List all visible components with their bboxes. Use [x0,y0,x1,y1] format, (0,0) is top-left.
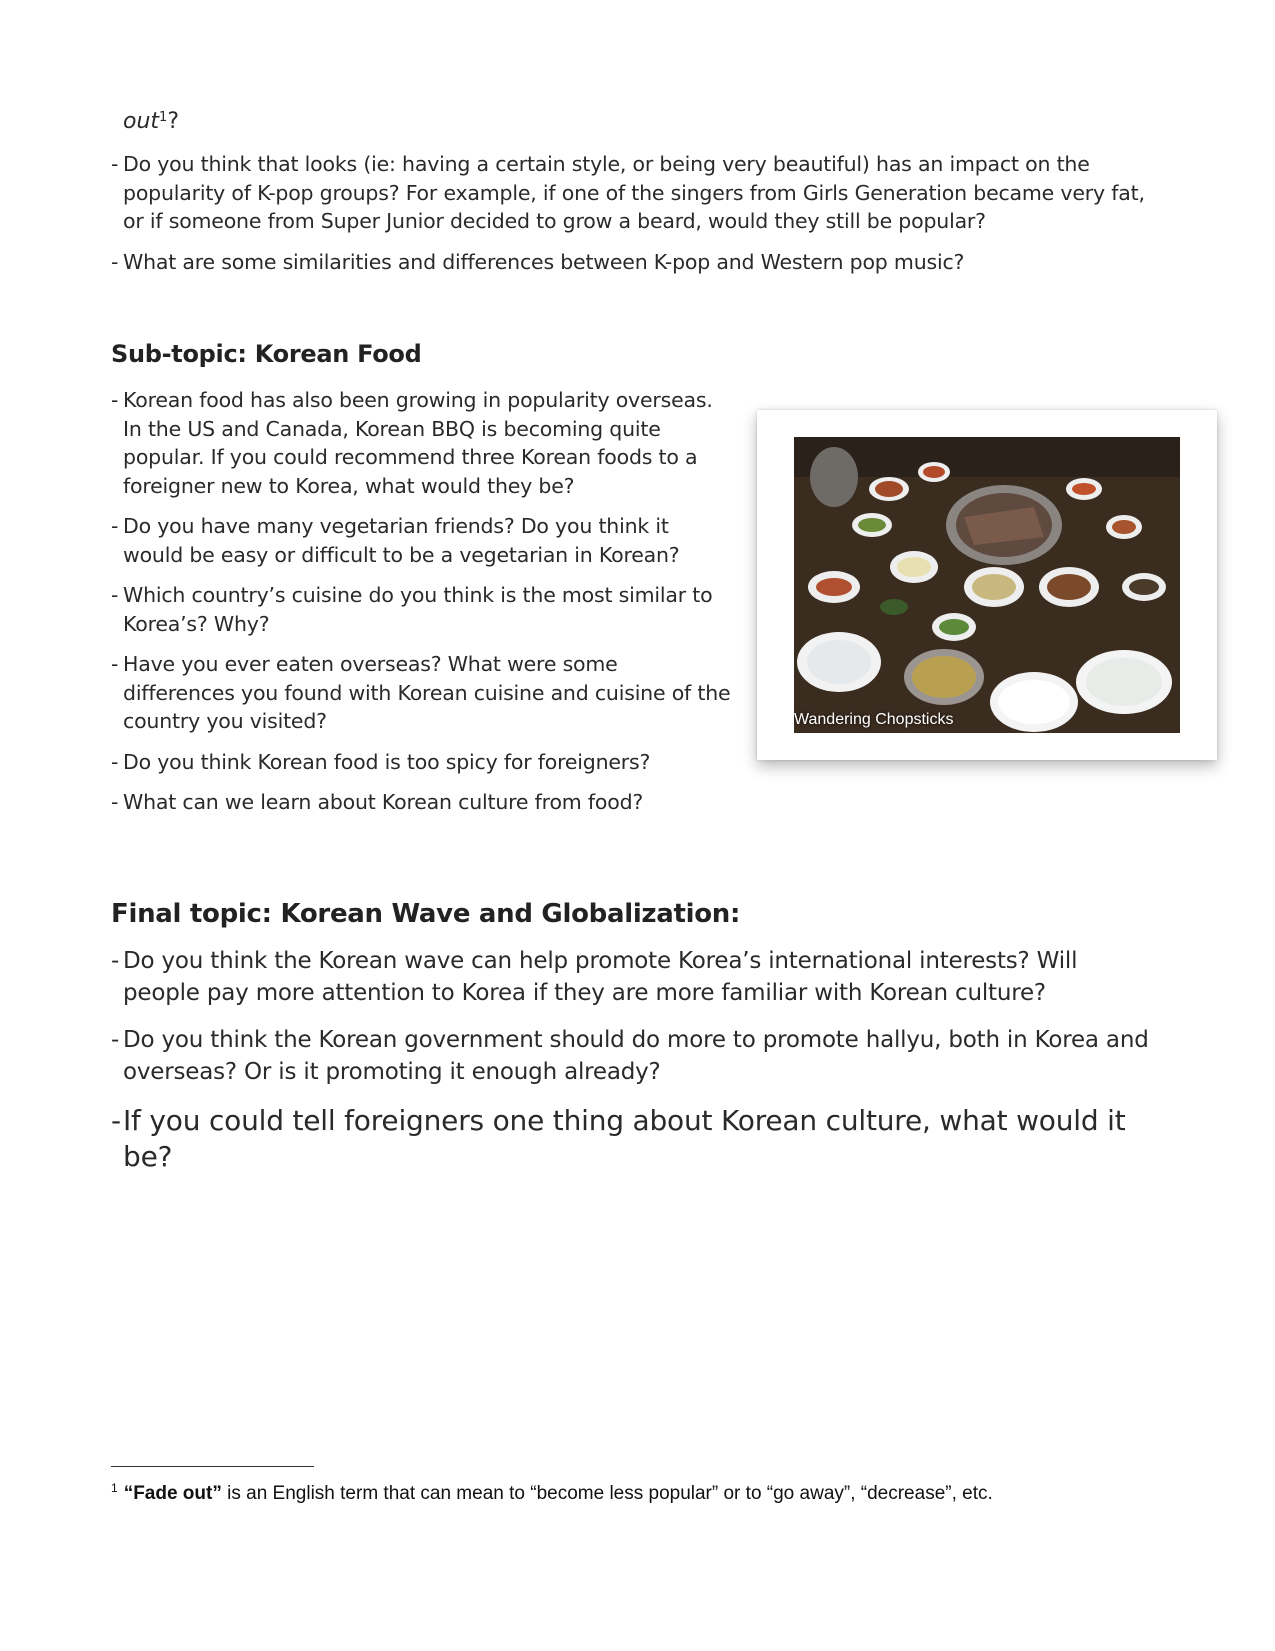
footnote-divider [111,1466,314,1467]
list-item [111,1024,1151,1088]
question-text: Do you think the Korean government should do more to promote hallyu, both in Korea and overseas? Or is it promoting it enough already? [123,1027,1149,1085]
question-text: Do you have many vegetarian friends? Do you think it would be easy or difficult to be a vegetarian in Korean? [123,514,680,567]
continuation-line [123,108,179,136]
question-text: Do you think Korean food is too spicy for foreigners? [123,749,651,774]
photo-watermark: Wandering Chopsticks [794,711,954,728]
kpop-question-list [111,150,1151,288]
question-text: Do you think the Korean wave can help promote Korea’s international interests? Will people pay more attention to Korea if they are more familiar with Korean culture? [123,948,1078,1006]
bullet-dash: - [111,1027,120,1053]
bullet-dash: - [111,514,119,538]
bullet-dash: - [111,790,119,814]
footnote-reference: 1 [159,110,168,125]
final-question-list [111,945,1151,1190]
bullet-dash: - [111,388,119,412]
list-item [111,1103,1151,1175]
food-photo-frame [757,410,1217,760]
question-text: If you could tell foreigners one thing about Korean culture, what would it be? [123,1104,1126,1173]
footnote [111,1483,993,1505]
bullet-dash: - [111,1104,121,1137]
list-item [111,945,1151,1009]
question-text: Korean food has also been growing in popularity overseas. In the US and Canada, Korean BBQ is becoming quite popular. If you could recommend three Korean foods to a foreigner new to Korea, what would they be? [123,388,713,498]
question-text: What are some similarities and differences between K-pop and Western pop music? [123,249,965,274]
footnote-number: 1 [111,1481,118,1495]
question-text: Do you think that looks (ie: having a certain style, or being very beautiful) has an impact on the popularity of K-pop groups? For example, if one of the singers from Girls Generation became very fat, or if someone from Super Junior decided to grow a beard, would they still be popular? [123,152,1145,233]
list-item [111,512,731,569]
bullet-dash: - [111,583,119,607]
bullet-dash: - [111,948,120,974]
food-section-heading: Sub-topic: Korean Food [111,340,422,368]
list-item [111,788,731,817]
korean-bbq-illustration [794,437,1180,733]
bullet-dash: - [111,749,119,774]
continuation-suffix: ? [167,109,179,134]
question-text: Which country’s cuisine do you think is the most similar to Korea’s? Why? [123,583,713,636]
list-item [111,150,1151,236]
question-text: Have you ever eaten overseas? What were some differences you found with Korean cuisine and cuisine of the country you visited? [123,652,731,733]
question-text: What can we learn about Korean culture from food? [123,790,644,814]
list-item [111,748,731,777]
food-question-list [111,386,731,829]
continuation-word: out [123,109,160,134]
list-item [111,581,731,638]
footnote-term: “Fade out” [123,1483,222,1504]
bullet-dash: - [111,249,119,274]
final-section-heading: Final topic: Korean Wave and Globalization: [111,899,741,929]
korean-bbq-photo [794,437,1180,733]
bullet-dash: - [111,652,119,676]
list-item [111,386,731,500]
list-item [111,650,731,736]
footnote-text: is an English term that can mean to “become less popular” or to “go away”, “decrease”, etc. [221,1483,993,1504]
list-item [111,248,1151,277]
bullet-dash: - [111,152,119,176]
